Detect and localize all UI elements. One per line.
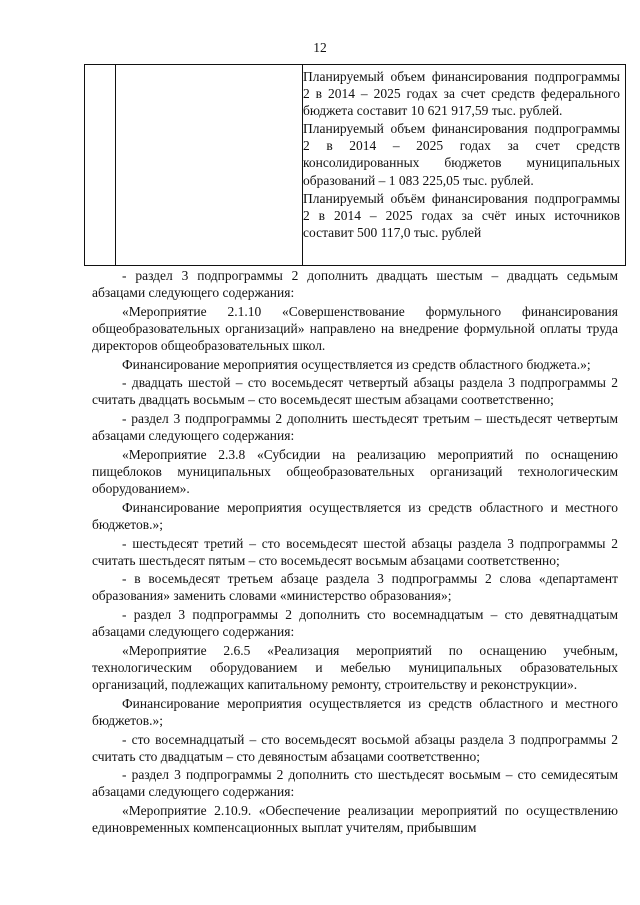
paragraph: «Мероприятие 2.6.5 «Реализация мероприятий по оснащению учебным, технологическим оборудованием и мебелью муниципальных образовательных организаций, подлежащих капитальному ремонту, строительству и реконструкции». (92, 642, 618, 693)
document-body (92, 267, 618, 838)
paragraph: - раздел 3 подпрограммы 2 дополнить сто шестьдесят восьмым – сто семидесятым абзацами следующего содержания: (92, 767, 618, 800)
paragraph: «Мероприятие 2.10.9. «Обеспечение реализации мероприятий по осуществлению единовременных компенсационных выплат учителям, прибывшим (92, 803, 618, 836)
paragraph: - в восемьдесят третьем абзаце раздела 3 подпрограммы 2 слова «департамент образования» заменить словами «министерство образования»; (92, 571, 618, 604)
paragraph: - раздел 3 подпрограммы 2 дополнить сто восемнадцатым – сто девятнадцатым абзацами следующего содержания: (92, 607, 618, 640)
paragraph: - сто восемнадцатый – сто восемьдесят восьмой абзацы раздела 3 подпрограммы 2 считать сто двадцатым – сто девяностым абзацами соответственно; (92, 731, 618, 764)
table-paragraph-federal: Планируемый объем финансирования подпрограммы 2 в 2014 – 2025 годах за счет средств федерального бюджета составит 10 621 917,59 тыс. рублей. (303, 69, 620, 119)
paragraph: «Мероприятие 2.3.8 «Субсидии на реализацию мероприятий по оснащению пищеблоков муниципальных общеобразовательных организаций технологическим оборудованием». (92, 446, 618, 497)
paragraph: «Мероприятие 2.1.10 «Совершенствование формульного финансирования общеобразовательных организаций» направлено на внедрение формульной оплаты труда директоров общеобразовательных школ. (92, 303, 618, 353)
paragraph: - двадцать шестой – сто восемьдесят четвертый абзацы раздела 3 подпрограммы 2 считать двадцать восьмым – сто восемьдесят шестым абзацами соответственно; (92, 375, 618, 408)
paragraph: Финансирование мероприятия осуществляется из средств областного и местного бюджетов.»; (92, 499, 618, 532)
paragraph: Финансирование мероприятия осуществляется из средств областного и местного бюджетов.»; (92, 695, 618, 728)
table-column-content (303, 68, 620, 242)
table-column-label (116, 65, 303, 265)
paragraph: Финансирование мероприятия осуществляется из средств областного бюджета.»; (122, 356, 591, 372)
paragraph: - шестьдесят третий – сто восемьдесят шестой абзацы раздела 3 подпрограммы 2 считать шестьдесят пятым – сто восемьдесят восьмым абзацами соответственно; (92, 535, 618, 568)
paragraph: - раздел 3 подпрограммы 2 дополнить двадцать шестым – двадцать седьмым абзацами следующего содержания: (92, 268, 618, 301)
table-paragraph-municipal: Планируемый объем финансирования подпрограммы 2 в 2014 – 2025 годах за счет средств консолидированных бюджетов муниципальных образований – 1 083 225,05 тыс. рублей. (303, 121, 620, 188)
page-number: 12 (313, 40, 327, 55)
financing-table (84, 64, 626, 266)
table-column-number (85, 65, 116, 265)
table-paragraph-other: Планируемый объём финансирования подпрограммы 2 в 2014 – 2025 годах за счёт иных источников составит 500 117,0 тыс. рублей (303, 190, 620, 240)
paragraph: - раздел 3 подпрограммы 2 дополнить шестьдесят третьим – шестьдесят четвертым абзацами следующего содержания: (92, 411, 618, 444)
